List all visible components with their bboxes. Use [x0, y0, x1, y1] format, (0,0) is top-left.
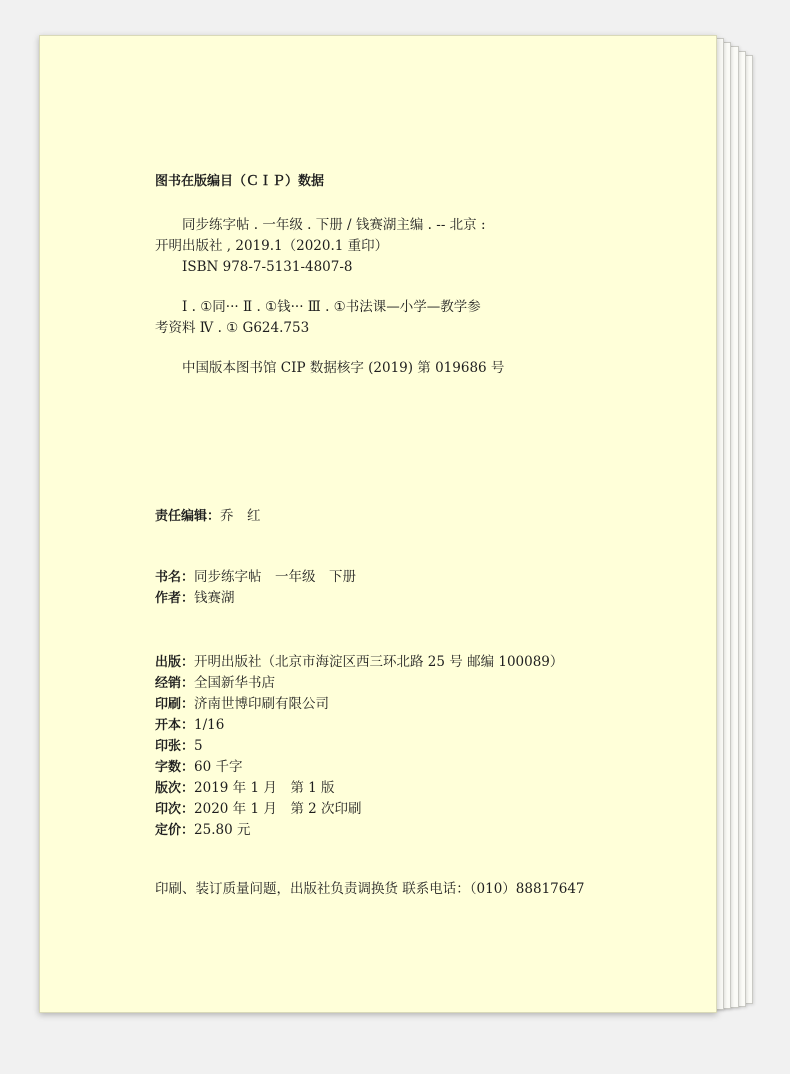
pub-value: 25.80 元: [194, 822, 251, 838]
pub-row: [155, 695, 329, 714]
pub-label: 定价：: [155, 823, 195, 838]
pub-row: [155, 821, 250, 840]
copyright-page: [39, 35, 717, 1013]
pub-value: 60 千字: [194, 759, 243, 775]
book-title-label: 书名：: [155, 570, 195, 585]
editor-label: 责任编辑：: [155, 509, 221, 524]
cip-line-4: Ⅰ . ①同··· Ⅱ . ①钱··· Ⅲ . ①书法课—小学—教学参: [182, 299, 481, 315]
cip-line-2: 开明出版社 , 2019.1（2020.1 重印）: [155, 238, 389, 254]
pub-value: 1/16: [194, 717, 225, 733]
pub-row: [155, 716, 224, 735]
cip-line-6: 中国版本图书馆 CIP 数据核字 (2019) 第 019686 号: [182, 360, 505, 376]
pub-value: 开明出版社（北京市海淀区西三环北路 25 号 邮编 100089）: [194, 654, 564, 670]
cip-line-1: 同步练字帖 . 一年级 . 下册 / 钱赛湖主编 . -- 北京 :: [182, 217, 486, 233]
pub-label: 字数：: [155, 760, 195, 775]
book-title-value: 同步练字帖 一年级 下册: [194, 569, 357, 585]
pub-label: 出版：: [155, 655, 195, 670]
pub-label: 经销：: [155, 676, 195, 691]
pub-row: [155, 653, 563, 672]
cip-heading: 图书在版编目（ＣＩＰ）数据: [155, 174, 325, 189]
editor-value: 乔 红: [220, 508, 261, 524]
pub-value: 2020 年 1 月 第 2 次印刷: [194, 801, 362, 817]
book-author-row: [155, 589, 235, 608]
book-title-row: [155, 568, 356, 587]
pub-row: [155, 737, 203, 756]
book-author-value: 钱赛湖: [194, 590, 235, 606]
cip-line-5: 考资料 Ⅳ . ① G624.753: [155, 320, 310, 336]
pub-value: 济南世博印刷有限公司: [194, 696, 330, 712]
pub-label: 印张：: [155, 739, 195, 754]
pub-row: [155, 758, 243, 777]
editor-row: [155, 507, 261, 526]
cip-isbn: ISBN 978-7-5131-4807-8: [182, 259, 353, 275]
pub-label: 版次：: [155, 781, 195, 796]
pub-row: [155, 674, 275, 693]
pub-label: 开本：: [155, 718, 195, 733]
pub-label: 印刷：: [155, 697, 195, 712]
pub-row: [155, 779, 335, 798]
pub-value: 5: [194, 738, 203, 754]
book-author-label: 作者：: [155, 591, 195, 606]
pub-value: 全国新华书店: [194, 675, 276, 691]
pub-label: 印次：: [155, 802, 195, 817]
pub-value: 2019 年 1 月 第 1 版: [194, 780, 335, 796]
pub-row: [155, 800, 362, 819]
footer-note: 印刷、装订质量问题，出版社负责调换货 联系电话：（010）88817647: [155, 881, 585, 897]
